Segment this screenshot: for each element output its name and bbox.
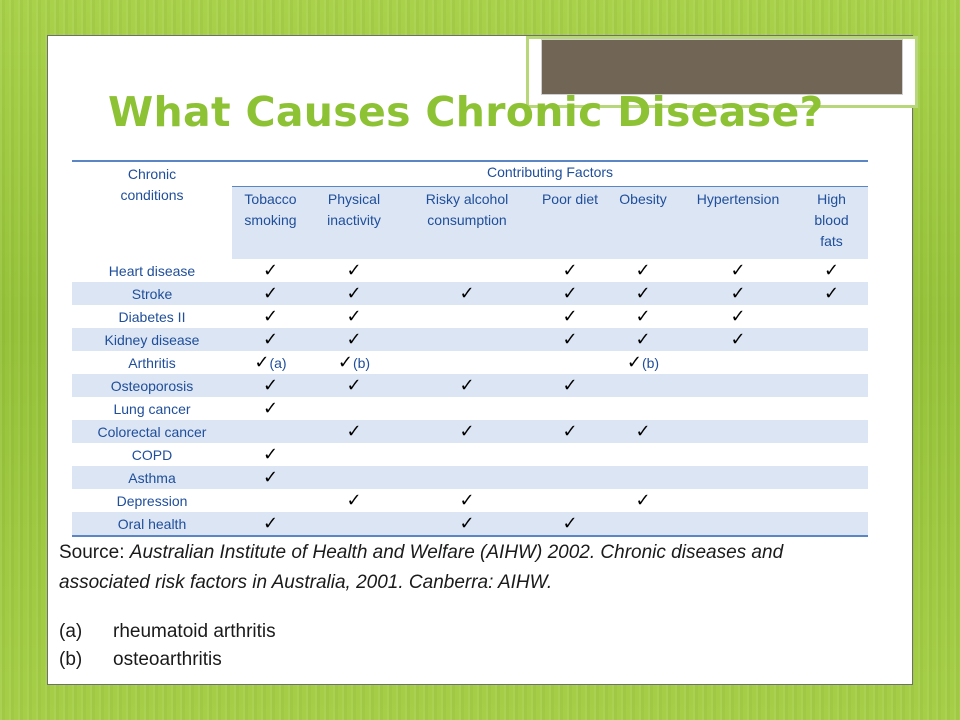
footnote-list [59, 618, 276, 674]
factor-cell [681, 397, 795, 420]
factor-cell [232, 397, 309, 420]
condition-cell: Heart disease [108, 262, 196, 279]
factor-cell [795, 466, 868, 489]
check-icon: ✓ [562, 283, 578, 304]
factor-cell [681, 282, 795, 305]
factor-cell [605, 420, 681, 443]
condition-cell: COPD [131, 446, 173, 463]
check-icon: ✓ [730, 329, 746, 350]
factor-cell [795, 420, 868, 443]
check-icon: ✓ [730, 306, 746, 327]
factor-cell [605, 466, 681, 489]
check-icon: ✓ [635, 490, 651, 511]
table-row [72, 374, 868, 397]
factor-cell [232, 466, 309, 489]
factor-cell [535, 374, 605, 397]
condition-cell: Colorectal cancer [72, 420, 232, 443]
check-icon: ✓ [562, 421, 578, 442]
factor-cell [309, 328, 399, 351]
factor-cell [795, 512, 868, 536]
factor-cell [232, 305, 309, 328]
table-row [72, 351, 868, 374]
factor-cell [605, 512, 681, 536]
factor-cell [605, 305, 681, 328]
footnote-text: osteoarthritis [113, 649, 222, 670]
factor-cell [232, 351, 309, 374]
check-icon: ✓ [262, 444, 279, 465]
factor-cell [535, 443, 605, 466]
factor-cell [399, 420, 535, 443]
condition-cell: Lung cancer [113, 400, 191, 417]
check-icon: ✓ [823, 283, 840, 304]
check-icon: ✓ [262, 283, 279, 304]
factor-cell [681, 351, 795, 374]
factor-cell [535, 282, 605, 305]
source-text: Australian Institute of Health and Welfare (AIHW) 2002. Chronic diseases and associated risk factors in Australia, 2001. Canberra: AIHW. [59, 542, 784, 593]
condition-cell: Osteoporosis [72, 374, 232, 397]
check-icon: ✓ [562, 260, 578, 281]
factor-cell [232, 512, 309, 536]
check-icon: ✓ [346, 375, 362, 396]
check-icon: ✓ [459, 283, 475, 304]
factor-cell [309, 443, 399, 466]
table-row [72, 466, 868, 489]
factor-cell [535, 512, 605, 536]
condition-cell: Oral health [72, 512, 232, 536]
factor-cell [309, 282, 399, 305]
factor-cell [795, 397, 868, 420]
table-row [72, 489, 868, 512]
table-row [72, 512, 868, 536]
check-icon: ✓ [823, 260, 840, 281]
condition-cell: Arthritis [128, 354, 176, 371]
factor-cell [535, 397, 605, 420]
factor-cell [605, 374, 681, 397]
slide-title: What Causes Chronic Disease? [108, 88, 824, 136]
footnote-ref: (b) [641, 355, 660, 371]
photo-placeholder [541, 39, 903, 95]
condition-cell: Kidney disease [72, 328, 232, 351]
table-row [72, 305, 868, 328]
factor-header: Hypertension [681, 187, 795, 260]
factor-cell [681, 305, 795, 328]
check-icon: ✓ [635, 283, 651, 304]
factor-cell [399, 259, 535, 282]
factor-cell [681, 489, 795, 512]
factor-cell [795, 489, 868, 512]
table-row [72, 443, 868, 466]
check-icon: ✓ [635, 421, 651, 442]
check-icon: ✓ [459, 513, 475, 534]
check-icon: ✓ [262, 260, 279, 281]
check-icon: ✓ [262, 306, 279, 327]
check-icon: ✓ [346, 421, 362, 442]
check-icon: ✓ [562, 375, 578, 396]
factor-cell [232, 443, 309, 466]
factor-cell [232, 489, 309, 512]
factor-header: Poor diet [535, 187, 605, 260]
check-icon: ✓ [346, 306, 362, 327]
source-label: Source: [59, 542, 130, 563]
check-icon: ✓ [635, 260, 651, 281]
check-icon: ✓ [337, 352, 353, 373]
factor-cell [605, 282, 681, 305]
group-header: Contributing Factors [232, 161, 868, 187]
factor-cell [232, 420, 309, 443]
factor-header: Tobacco smoking [232, 187, 309, 260]
factor-header: Obesity [605, 187, 681, 260]
check-icon: ✓ [459, 421, 475, 442]
factor-cell [232, 328, 309, 351]
factor-cell [399, 328, 535, 351]
factor-cell [309, 305, 399, 328]
factor-cell [795, 374, 868, 397]
corner-header: Chronic conditions [72, 161, 232, 259]
check-icon: ✓ [730, 283, 746, 304]
check-icon: ✓ [346, 283, 362, 304]
factor-cell [399, 305, 535, 328]
footnote-item [59, 646, 276, 674]
check-icon: ✓ [262, 398, 279, 419]
check-icon: ✓ [730, 260, 746, 281]
factor-cell [535, 328, 605, 351]
factor-cell [681, 443, 795, 466]
factor-cell [309, 259, 399, 282]
footnote-item [59, 618, 276, 646]
factor-cell [795, 328, 868, 351]
factor-cell [535, 351, 605, 374]
check-icon: ✓ [262, 513, 279, 534]
factor-cell [232, 282, 309, 305]
factor-cell [309, 512, 399, 536]
factor-cell [605, 328, 681, 351]
factor-cell [681, 420, 795, 443]
factor-cell [605, 397, 681, 420]
factor-cell [795, 443, 868, 466]
factor-cell [399, 443, 535, 466]
table-row [72, 328, 868, 351]
factor-cell [309, 420, 399, 443]
factor-cell [309, 397, 399, 420]
factor-cell [399, 374, 535, 397]
check-icon: ✓ [562, 306, 578, 327]
factor-cell [535, 466, 605, 489]
footnote-marker: (b) [59, 649, 83, 670]
factor-cell [605, 443, 681, 466]
factor-cell [535, 420, 605, 443]
factor-cell [605, 351, 681, 374]
check-icon: ✓ [262, 467, 279, 488]
factor-header: Risky alcohol consumption [399, 187, 535, 260]
factor-cell [795, 351, 868, 374]
factor-cell [399, 351, 535, 374]
factor-cell [795, 282, 868, 305]
factor-cell [309, 489, 399, 512]
check-icon: ✓ [626, 352, 642, 373]
check-icon: ✓ [459, 375, 475, 396]
factor-header: Physical inactivity [309, 187, 399, 260]
condition-cell: Diabetes II [118, 308, 186, 325]
factor-cell [681, 466, 795, 489]
table-row [72, 397, 868, 420]
footnote-marker: (a) [59, 621, 83, 642]
factor-cell [681, 512, 795, 536]
check-icon: ✓ [562, 513, 578, 534]
factor-cell [605, 489, 681, 512]
factor-cell [681, 259, 795, 282]
footnote-ref: (a) [269, 355, 287, 371]
check-icon: ✓ [346, 260, 362, 281]
condition-cell: Depression [116, 492, 188, 509]
factor-cell [309, 374, 399, 397]
factor-cell [232, 259, 309, 282]
factor-cell [795, 259, 868, 282]
factor-cell [535, 305, 605, 328]
factor-cell [309, 351, 399, 374]
condition-cell: Stroke [72, 282, 232, 305]
factor-cell [232, 374, 309, 397]
factor-header: High blood fats [795, 187, 868, 260]
factor-cell [399, 282, 535, 305]
factor-cell [681, 328, 795, 351]
factor-cell [681, 374, 795, 397]
check-icon: ✓ [635, 306, 651, 327]
check-icon: ✓ [262, 375, 279, 396]
factor-cell [535, 259, 605, 282]
footnote-text: rheumatoid arthritis [113, 621, 276, 642]
factor-cell [535, 489, 605, 512]
table-row [72, 282, 868, 305]
factor-cell [795, 305, 868, 328]
footnote-ref: (b) [352, 355, 371, 371]
check-icon: ✓ [262, 329, 279, 350]
check-icon: ✓ [254, 352, 270, 373]
check-icon: ✓ [346, 329, 362, 350]
risk-factor-table [72, 160, 868, 537]
factor-cell [399, 466, 535, 489]
check-icon: ✓ [346, 490, 362, 511]
table-row [72, 420, 868, 443]
check-icon: ✓ [562, 329, 578, 350]
check-icon: ✓ [459, 490, 475, 511]
factor-cell [399, 489, 535, 512]
table-row [72, 259, 868, 282]
source-citation [59, 538, 859, 598]
factor-cell [605, 259, 681, 282]
factor-cell [399, 397, 535, 420]
condition-cell: Asthma [72, 466, 232, 489]
factor-cell [399, 512, 535, 536]
factor-cell [309, 466, 399, 489]
check-icon: ✓ [635, 329, 651, 350]
